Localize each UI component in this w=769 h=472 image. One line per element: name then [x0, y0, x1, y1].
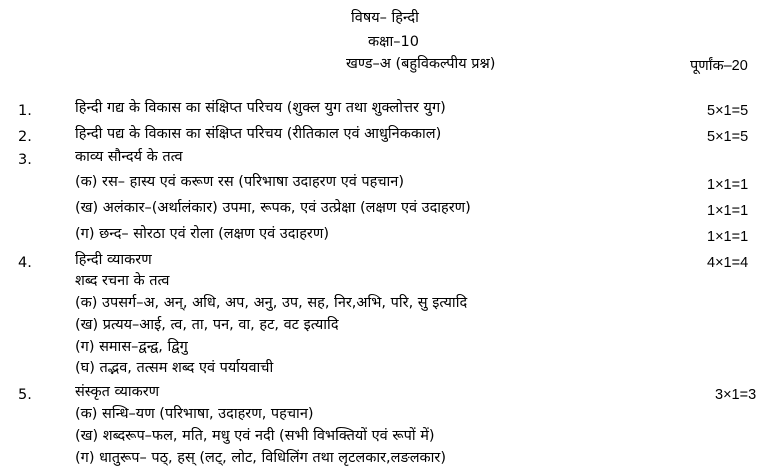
sub-item-text: (ग) धातुरूप– पठ्, हस् (लट्, लोट, विधिलिंग तथा लृटलकार,लङलकार) — [75, 450, 447, 466]
item-number: 1. — [18, 103, 32, 119]
class-heading: कक्षा–10 — [368, 34, 419, 50]
sub-item-text: (ग) छन्द– सोरठा एवं रोला (लक्षण एवं उदाहरण) — [75, 226, 329, 242]
item-text: काव्य सौन्दर्य के तत्व — [75, 149, 183, 165]
sub-item-text: (घ) तद्भव, तत्सम शब्द एवं पर्यायवाची — [75, 360, 274, 376]
section-heading: खण्ड–अ (बहुविकल्पीय प्रश्न) — [346, 56, 496, 72]
sub-item-text: (ख) अलंकार–(अर्थालंकार) उपमा, रूपक, एवं उत्प्रेक्षा (लक्षण एवं उदाहरण) — [75, 200, 471, 216]
sub-item-marks: 1×1=1 — [707, 177, 749, 193]
sub-heading: शब्द रचना के तत्व — [75, 273, 170, 289]
item-number: 2. — [18, 129, 32, 145]
sub-item-marks: 1×1=1 — [707, 229, 749, 245]
total-marks: पूर्णांक–20 — [690, 58, 748, 74]
item-marks: 4×1=4 — [707, 255, 749, 271]
item-text: हिन्दी गद्य के विकास का संक्षिप्त परिचय (शुक्ल युग तथा शुक्लोत्तर युग) — [75, 100, 446, 116]
item-number: 5. — [18, 387, 32, 403]
item-text: हिन्दी व्याकरण — [75, 252, 152, 268]
item-marks: 5×1=5 — [707, 103, 749, 119]
sub-item-text: (क) रस– हास्य एवं करूण रस (परिभाषा उदाहरण एवं पहचान) — [75, 174, 404, 190]
sub-item-text: (ग) समास–द्वन्द्व, द्विगु — [75, 339, 188, 355]
item-text: हिन्दी पद्य के विकास का संक्षिप्त परिचय (रीतिकाल एवं आधुनिककाल) — [75, 126, 442, 142]
item-marks: 3×1=3 — [715, 387, 757, 403]
item-marks: 5×1=5 — [707, 129, 749, 145]
item-text: संस्कृत व्याकरण — [75, 384, 160, 400]
sub-item-text: (क) सन्धि–यण (परिभाषा, उदाहरण, पहचान) — [75, 406, 314, 422]
sub-item-text: (क) उपसर्ग–अ, अन्, अधि, अप, अनु, उप, सह, निर,अभि, परि, सु इत्यादि — [75, 295, 468, 311]
subject-heading: विषय– हिन्दी — [351, 10, 419, 26]
item-number: 3. — [18, 152, 32, 168]
sub-item-text: (ख) शब्दरूप–फल, मति, मधु एवं नदी (सभी विभक्तियों एवं रूपों में) — [75, 428, 435, 444]
sub-item-text: (ख) प्रत्यय–आई, त्व, ता, पन, वा, हट, वट इत्यादि — [75, 317, 339, 333]
item-number: 4. — [18, 255, 32, 271]
sub-item-marks: 1×1=1 — [707, 203, 749, 219]
